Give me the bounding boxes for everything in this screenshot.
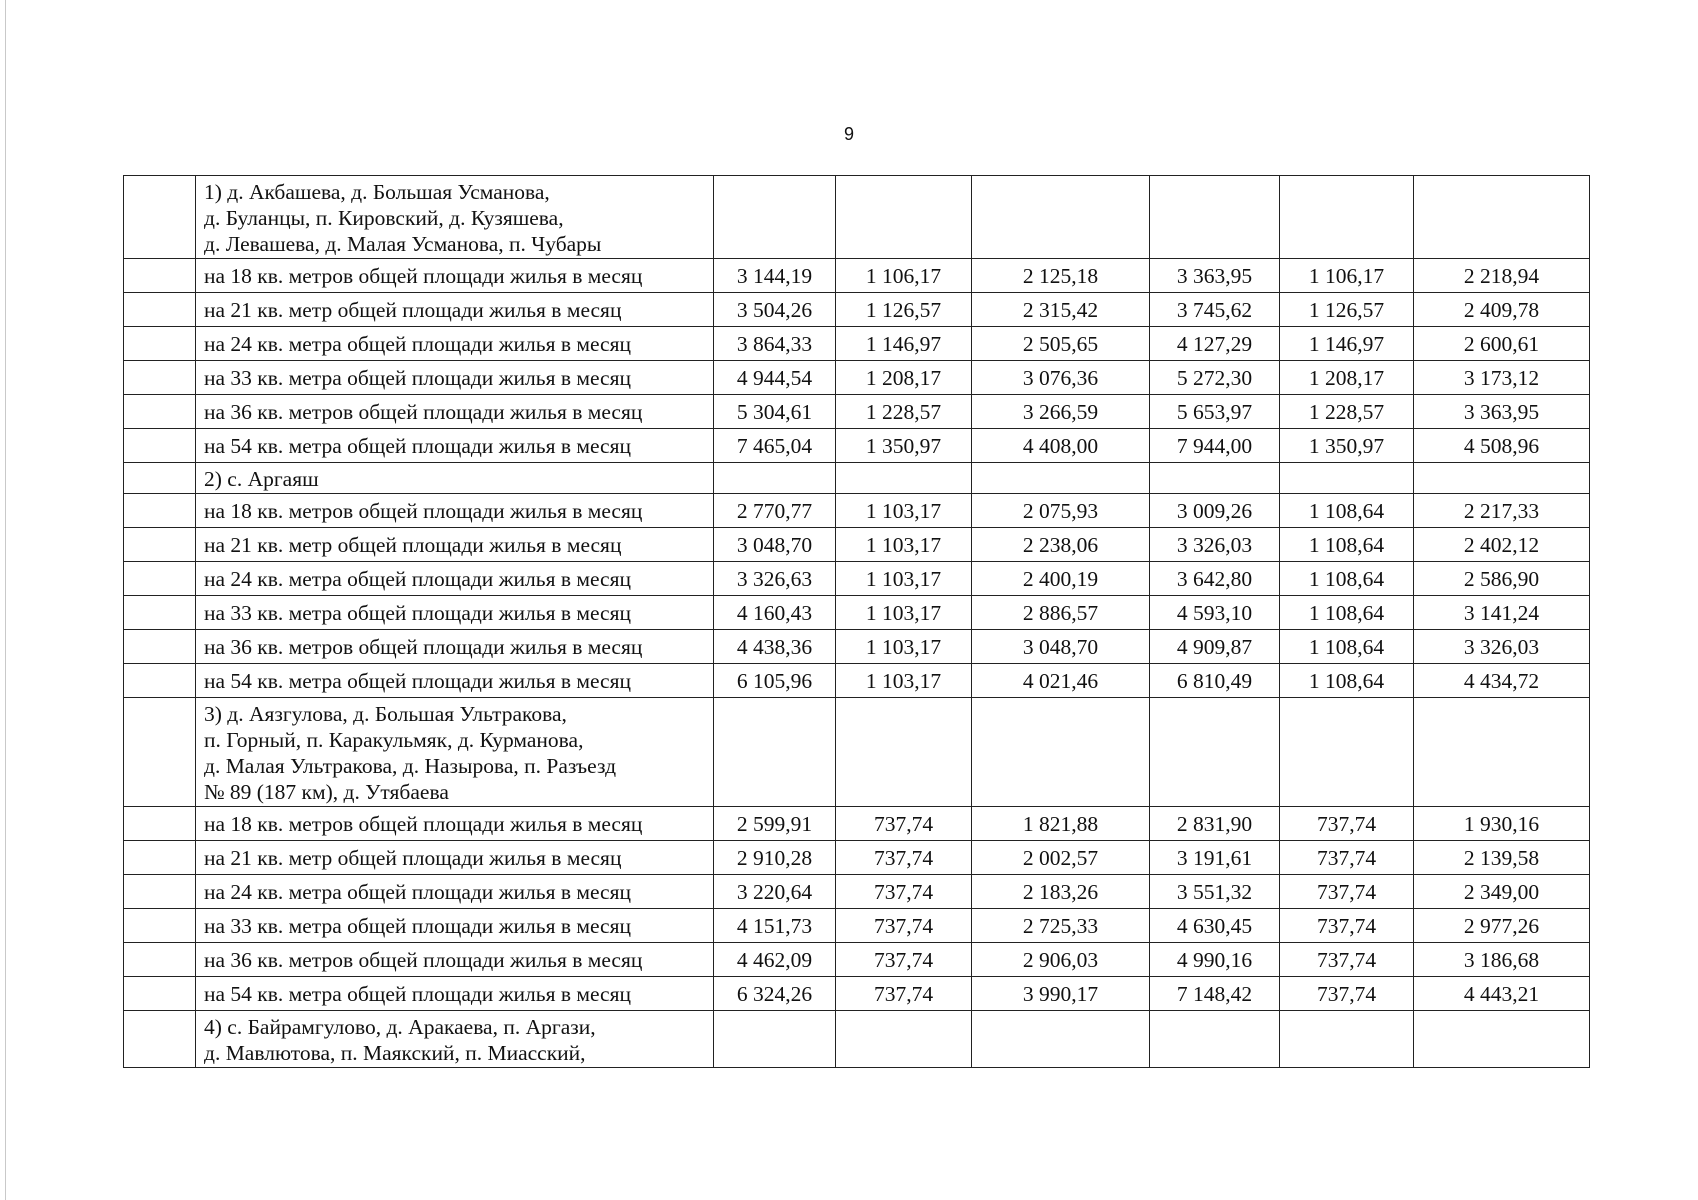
value-cell: 2 002,57 [972, 841, 1150, 875]
section-title-line: 1) д. Акбашева, д. Большая Усманова, [204, 180, 550, 204]
empty-value-cell [1280, 463, 1414, 494]
value-cell: 1 108,64 [1280, 562, 1414, 596]
value-cell: 1 208,17 [836, 361, 972, 395]
value-cell: 1 103,17 [836, 630, 972, 664]
index-cell [124, 361, 196, 395]
empty-value-cell [1280, 1011, 1414, 1068]
value-cell: 3 220,64 [714, 875, 836, 909]
index-cell [124, 841, 196, 875]
empty-value-cell [714, 176, 836, 259]
value-cell: 3 076,36 [972, 361, 1150, 395]
table-row [124, 630, 1590, 664]
value-cell: 6 324,26 [714, 977, 836, 1011]
value-cell: 2 599,91 [714, 807, 836, 841]
empty-value-cell [714, 698, 836, 807]
value-cell: 2 906,03 [972, 943, 1150, 977]
value-cell: 2 400,19 [972, 562, 1150, 596]
value-cell: 1 103,17 [836, 596, 972, 630]
row-label: на 24 кв. метра общей площади жилья в месяц [196, 875, 714, 909]
table-row [124, 664, 1590, 698]
section-header-row [124, 1011, 1590, 1068]
section-header-row [124, 463, 1590, 494]
value-cell: 1 103,17 [836, 494, 972, 528]
value-cell: 3 504,26 [714, 293, 836, 327]
value-cell: 3 048,70 [972, 630, 1150, 664]
value-cell: 4 160,43 [714, 596, 836, 630]
table-row [124, 528, 1590, 562]
value-cell: 4 443,21 [1414, 977, 1590, 1011]
index-cell [124, 463, 196, 494]
value-cell: 3 363,95 [1414, 395, 1590, 429]
index-cell [124, 327, 196, 361]
value-cell: 1 106,17 [1280, 259, 1414, 293]
value-cell: 2 770,77 [714, 494, 836, 528]
empty-value-cell [1150, 1011, 1280, 1068]
value-cell: 2 586,90 [1414, 562, 1590, 596]
value-cell: 3 326,03 [1414, 630, 1590, 664]
index-cell [124, 562, 196, 596]
section-title-line: 3) д. Аязгулова, д. Большая Ультракова, [204, 702, 567, 726]
value-cell: 1 103,17 [836, 664, 972, 698]
section-title-line: д. Мавлютова, п. Маякский, п. Миасский, [204, 1041, 586, 1065]
value-cell: 4 021,46 [972, 664, 1150, 698]
value-cell: 4 127,29 [1150, 327, 1280, 361]
empty-value-cell [1414, 176, 1590, 259]
row-label: на 18 кв. метров общей площади жилья в месяц [196, 494, 714, 528]
index-cell [124, 395, 196, 429]
value-cell: 2 505,65 [972, 327, 1150, 361]
index-cell [124, 429, 196, 463]
value-cell: 6 810,49 [1150, 664, 1280, 698]
row-label: на 18 кв. метров общей площади жилья в месяц [196, 807, 714, 841]
value-cell: 5 304,61 [714, 395, 836, 429]
value-cell: 737,74 [836, 909, 972, 943]
value-cell: 737,74 [1280, 841, 1414, 875]
value-cell: 737,74 [1280, 977, 1414, 1011]
table-row [124, 943, 1590, 977]
table-body [124, 176, 1590, 1068]
value-cell: 1 108,64 [1280, 528, 1414, 562]
section-title-line: № 89 (187 км), д. Утябаева [204, 780, 449, 804]
value-cell: 737,74 [1280, 909, 1414, 943]
index-cell [124, 259, 196, 293]
index-cell [124, 293, 196, 327]
row-label: на 33 кв. метра общей площади жилья в месяц [196, 596, 714, 630]
value-cell: 2 600,61 [1414, 327, 1590, 361]
value-cell: 4 408,00 [972, 429, 1150, 463]
value-cell: 3 326,03 [1150, 528, 1280, 562]
empty-value-cell [1414, 463, 1590, 494]
table-row [124, 259, 1590, 293]
value-cell: 1 103,17 [836, 528, 972, 562]
empty-value-cell [836, 463, 972, 494]
row-label: на 21 кв. метр общей площади жилья в месяц [196, 841, 714, 875]
page-number: 9 [843, 124, 854, 144]
table-row [124, 293, 1590, 327]
section-title [196, 463, 714, 494]
section-title-line: д. Левашева, д. Малая Усманова, п. Чубары [204, 232, 602, 256]
value-cell: 3 642,80 [1150, 562, 1280, 596]
value-cell: 1 228,57 [1280, 395, 1414, 429]
value-cell: 4 593,10 [1150, 596, 1280, 630]
value-cell: 3 191,61 [1150, 841, 1280, 875]
index-cell [124, 807, 196, 841]
empty-value-cell [972, 463, 1150, 494]
tariff-table [123, 175, 1590, 1068]
value-cell: 1 930,16 [1414, 807, 1590, 841]
empty-value-cell [1280, 176, 1414, 259]
row-label: на 18 кв. метров общей площади жилья в месяц [196, 259, 714, 293]
table-row [124, 395, 1590, 429]
value-cell: 737,74 [836, 841, 972, 875]
value-cell: 2 217,33 [1414, 494, 1590, 528]
value-cell: 5 272,30 [1150, 361, 1280, 395]
value-cell: 4 151,73 [714, 909, 836, 943]
row-label: на 33 кв. метра общей площади жилья в месяц [196, 909, 714, 943]
table-row [124, 909, 1590, 943]
value-cell: 3 745,62 [1150, 293, 1280, 327]
value-cell: 4 438,36 [714, 630, 836, 664]
value-cell: 2 139,58 [1414, 841, 1590, 875]
empty-value-cell [836, 1011, 972, 1068]
index-cell [124, 875, 196, 909]
empty-value-cell [1150, 463, 1280, 494]
empty-value-cell [972, 698, 1150, 807]
index-cell [124, 977, 196, 1011]
row-label: на 54 кв. метра общей площади жилья в месяц [196, 977, 714, 1011]
value-cell: 2 402,12 [1414, 528, 1590, 562]
value-cell: 737,74 [1280, 943, 1414, 977]
section-title [196, 698, 714, 807]
value-cell: 1 108,64 [1280, 664, 1414, 698]
scan-margin-line [5, 0, 6, 1200]
row-label: на 21 кв. метр общей площади жилья в месяц [196, 293, 714, 327]
section-title-line: д. Малая Ультракова, д. Назырова, п. Разъезд [204, 754, 617, 778]
row-label: на 36 кв. метров общей площади жилья в месяц [196, 630, 714, 664]
index-cell [124, 943, 196, 977]
value-cell: 3 048,70 [714, 528, 836, 562]
index-cell [124, 528, 196, 562]
row-label: на 24 кв. метра общей площади жилья в месяц [196, 562, 714, 596]
value-cell: 7 465,04 [714, 429, 836, 463]
value-cell: 2 238,06 [972, 528, 1150, 562]
value-cell: 5 653,97 [1150, 395, 1280, 429]
value-cell: 2 886,57 [972, 596, 1150, 630]
value-cell: 2 125,18 [972, 259, 1150, 293]
row-label: на 54 кв. метра общей площади жилья в месяц [196, 664, 714, 698]
index-cell [124, 909, 196, 943]
value-cell: 3 186,68 [1414, 943, 1590, 977]
table-row [124, 977, 1590, 1011]
value-cell: 2 183,26 [972, 875, 1150, 909]
empty-value-cell [1280, 698, 1414, 807]
value-cell: 1 126,57 [836, 293, 972, 327]
value-cell: 1 228,57 [836, 395, 972, 429]
row-label: на 54 кв. метра общей площади жилья в месяц [196, 429, 714, 463]
value-cell: 4 434,72 [1414, 664, 1590, 698]
empty-value-cell [1150, 176, 1280, 259]
table-row [124, 875, 1590, 909]
section-title [196, 176, 714, 259]
index-cell [124, 176, 196, 259]
empty-value-cell [1414, 1011, 1590, 1068]
value-cell: 1 106,17 [836, 259, 972, 293]
value-cell: 1 208,17 [1280, 361, 1414, 395]
value-cell: 3 173,12 [1414, 361, 1590, 395]
value-cell: 1 126,57 [1280, 293, 1414, 327]
value-cell: 3 326,63 [714, 562, 836, 596]
value-cell: 1 146,97 [836, 327, 972, 361]
empty-value-cell [1150, 698, 1280, 807]
table-row [124, 841, 1590, 875]
index-cell [124, 698, 196, 807]
value-cell: 3 990,17 [972, 977, 1150, 1011]
value-cell: 2 831,90 [1150, 807, 1280, 841]
value-cell: 737,74 [836, 977, 972, 1011]
value-cell: 737,74 [836, 875, 972, 909]
section-title [196, 1011, 714, 1068]
index-cell [124, 664, 196, 698]
value-cell: 737,74 [1280, 807, 1414, 841]
value-cell: 1 108,64 [1280, 494, 1414, 528]
empty-value-cell [836, 176, 972, 259]
value-cell: 7 148,42 [1150, 977, 1280, 1011]
value-cell: 3 144,19 [714, 259, 836, 293]
section-title-line: 2) с. Аргаяш [204, 467, 319, 491]
value-cell: 3 551,32 [1150, 875, 1280, 909]
row-label: на 36 кв. метров общей площади жилья в месяц [196, 395, 714, 429]
value-cell: 3 009,26 [1150, 494, 1280, 528]
index-cell [124, 1011, 196, 1068]
value-cell: 1 103,17 [836, 562, 972, 596]
empty-value-cell [972, 176, 1150, 259]
value-cell: 1 146,97 [1280, 327, 1414, 361]
value-cell: 2 218,94 [1414, 259, 1590, 293]
table-row [124, 807, 1590, 841]
value-cell: 4 630,45 [1150, 909, 1280, 943]
empty-value-cell [714, 1011, 836, 1068]
empty-value-cell [714, 463, 836, 494]
value-cell: 2 315,42 [972, 293, 1150, 327]
table-row [124, 562, 1590, 596]
value-cell: 737,74 [1280, 875, 1414, 909]
table-row [124, 429, 1590, 463]
value-cell: 1 350,97 [836, 429, 972, 463]
table-row [124, 494, 1590, 528]
value-cell: 2 910,28 [714, 841, 836, 875]
value-cell: 4 909,87 [1150, 630, 1280, 664]
value-cell: 2 075,93 [972, 494, 1150, 528]
table-row [124, 361, 1590, 395]
value-cell: 7 944,00 [1150, 429, 1280, 463]
value-cell: 6 105,96 [714, 664, 836, 698]
table-row [124, 596, 1590, 630]
value-cell: 3 363,95 [1150, 259, 1280, 293]
value-cell: 2 977,26 [1414, 909, 1590, 943]
value-cell: 2 725,33 [972, 909, 1150, 943]
row-label: на 33 кв. метра общей площади жилья в месяц [196, 361, 714, 395]
empty-value-cell [972, 1011, 1150, 1068]
row-label: на 24 кв. метра общей площади жилья в месяц [196, 327, 714, 361]
empty-value-cell [1414, 698, 1590, 807]
value-cell: 1 821,88 [972, 807, 1150, 841]
value-cell: 3 141,24 [1414, 596, 1590, 630]
value-cell: 4 508,96 [1414, 429, 1590, 463]
row-label: на 36 кв. метров общей площади жилья в месяц [196, 943, 714, 977]
index-cell [124, 630, 196, 664]
value-cell: 1 108,64 [1280, 630, 1414, 664]
value-cell: 4 462,09 [714, 943, 836, 977]
value-cell: 3 266,59 [972, 395, 1150, 429]
value-cell: 3 864,33 [714, 327, 836, 361]
table-row [124, 327, 1590, 361]
value-cell: 2 349,00 [1414, 875, 1590, 909]
value-cell: 4 990,16 [1150, 943, 1280, 977]
index-cell [124, 494, 196, 528]
section-title-line: д. Буланцы, п. Кировский, д. Кузяшева, [204, 206, 564, 230]
section-title-line: п. Горный, п. Каракульмяк, д. Курманова, [204, 728, 584, 752]
section-header-row [124, 698, 1590, 807]
section-title-line: 4) с. Байрамгулово, д. Аракаева, п. Аргази, [204, 1015, 596, 1039]
empty-value-cell [836, 698, 972, 807]
value-cell: 2 409,78 [1414, 293, 1590, 327]
value-cell: 1 350,97 [1280, 429, 1414, 463]
value-cell: 737,74 [836, 943, 972, 977]
value-cell: 737,74 [836, 807, 972, 841]
row-label: на 21 кв. метр общей площади жилья в месяц [196, 528, 714, 562]
section-header-row [124, 176, 1590, 259]
index-cell [124, 596, 196, 630]
value-cell: 4 944,54 [714, 361, 836, 395]
value-cell: 1 108,64 [1280, 596, 1414, 630]
